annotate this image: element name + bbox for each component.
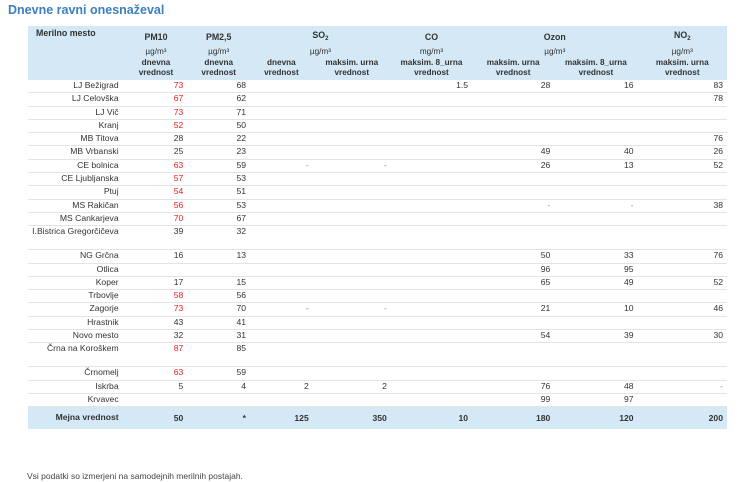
- ozon-8h-cell: [554, 367, 637, 380]
- table-row: [28, 80, 727, 93]
- so2-daily-cell: [250, 119, 313, 132]
- pm10-header: PM10: [125, 26, 188, 45]
- co-cell: [391, 290, 472, 303]
- table-row: [28, 303, 727, 316]
- so2-daily-cell: [250, 367, 313, 380]
- pm10-cell: [125, 393, 188, 406]
- so2-hourly-measure: maksim. urna vrednost: [313, 58, 391, 80]
- pm10-unit: µg/m³: [125, 45, 188, 58]
- station-cell: MB Vrbanski: [28, 146, 125, 159]
- station-cell: I.Bistrica Gregorčičeva: [28, 226, 125, 250]
- ozon-8h-cell: 16: [554, 80, 637, 93]
- so2-daily-cell: [250, 173, 313, 186]
- no2-cell: [638, 186, 727, 199]
- station-cell: CE Ljubljanska: [28, 173, 125, 186]
- ozon-8h-cell: 48: [554, 380, 637, 393]
- ozon-8h-cell: [554, 226, 637, 250]
- station-cell: Trbovlje: [28, 290, 125, 303]
- co-cell: [391, 263, 472, 276]
- no2-cell: [638, 393, 727, 406]
- so2-daily-cell: [250, 276, 313, 289]
- no2-cell: [638, 367, 727, 380]
- pm25-cell: 51: [187, 186, 250, 199]
- ozon-hourly-cell: 49: [472, 146, 554, 159]
- so2-hourly-cell: [313, 290, 391, 303]
- pm25-measure: dnevna vrednost: [187, 58, 250, 80]
- pm25-cell: [187, 393, 250, 406]
- limit-value-row: [28, 407, 727, 430]
- co-measure: maksim. 8_urna vrednost: [391, 58, 472, 80]
- no2-cell: [638, 263, 727, 276]
- table-row: [28, 276, 727, 289]
- no2-cell: [638, 343, 727, 367]
- pm10-measure: dnevna vrednost: [125, 58, 188, 80]
- no2-cell: [638, 212, 727, 225]
- no2-cell: [638, 173, 727, 186]
- station-cell: MS Rakičan: [28, 199, 125, 212]
- pm10-cell: 63: [125, 367, 188, 380]
- ozon-hourly-cell: 54: [472, 330, 554, 343]
- station-cell: Zagorje: [28, 303, 125, 316]
- footnote: Vsi podatki so izmerjeni na samodejnih merilnih postajah.: [27, 471, 243, 481]
- no2-cell: [638, 226, 727, 250]
- station-cell: LJ Bežigrad: [28, 80, 125, 93]
- no2-cell: 76: [638, 250, 727, 263]
- no2-cell: 30: [638, 330, 727, 343]
- ozon-hourly-cell: [472, 173, 554, 186]
- ozon-8h-cell: 10: [554, 303, 637, 316]
- no2-cell: 46: [638, 303, 727, 316]
- ozon-8h-cell: [554, 106, 637, 119]
- ozon-8h-cell: 40: [554, 146, 637, 159]
- no2-cell: [638, 106, 727, 119]
- co-cell: 1.5: [391, 80, 472, 93]
- so2-header: [250, 26, 391, 45]
- ozon-8h-cell: [554, 316, 637, 329]
- so2-daily-cell: [250, 93, 313, 106]
- so2-daily-cell: [250, 186, 313, 199]
- ozon-hourly-cell: 65: [472, 276, 554, 289]
- pm10-cell: 63: [125, 159, 188, 172]
- ozon-hourly-cell: [472, 119, 554, 132]
- co-cell: [391, 343, 472, 367]
- pm10-cell: 43: [125, 316, 188, 329]
- so2-daily-cell: [250, 330, 313, 343]
- so2-hourly-cell: [313, 212, 391, 225]
- table-row: [28, 119, 727, 132]
- so2-hourly-cell: [313, 330, 391, 343]
- no2-label: NO: [673, 29, 688, 40]
- pm10-cell: 73: [125, 80, 188, 93]
- ozon-hourly-cell: [472, 93, 554, 106]
- ozon-header: Ozon: [472, 26, 637, 45]
- table-row: [28, 146, 727, 159]
- table-row: [28, 367, 727, 380]
- pm10-cell: 17: [125, 276, 188, 289]
- pm25-cell: 4: [187, 380, 250, 393]
- pm25-cell: 71: [187, 106, 250, 119]
- pm10-cell: 52: [125, 119, 188, 132]
- co-cell: [391, 146, 472, 159]
- so2-hourly-cell: [313, 263, 391, 276]
- ozon-8h-cell: [554, 343, 637, 367]
- station-cell: CE bolnica: [28, 159, 125, 172]
- co-cell: [391, 93, 472, 106]
- ozon-hourly-measure: maksim. urna vrednost: [472, 58, 554, 80]
- pm10-cell: 56: [125, 199, 188, 212]
- co-cell: [391, 380, 472, 393]
- table-row: [28, 250, 727, 263]
- table-row: [28, 343, 727, 367]
- so2-hourly-cell: [313, 173, 391, 186]
- ozon-hourly-cell: 96: [472, 263, 554, 276]
- station-cell: Hrastnik: [28, 316, 125, 329]
- table-row: [28, 226, 727, 250]
- limit-so2-hourly: 350: [313, 407, 391, 430]
- no2-cell: [638, 119, 727, 132]
- station-cell: Iskrba: [28, 380, 125, 393]
- co-cell: [391, 159, 472, 172]
- ozon-hourly-cell: 99: [472, 393, 554, 406]
- table-row: [28, 316, 727, 329]
- pm25-header: PM2,5: [187, 26, 250, 45]
- ozon-8h-cell: 49: [554, 276, 637, 289]
- co-cell: [391, 173, 472, 186]
- co-cell: [391, 106, 472, 119]
- so2-hourly-cell: 2: [313, 380, 391, 393]
- pm25-cell: 50: [187, 119, 250, 132]
- station-cell: Krvavec: [28, 393, 125, 406]
- limit-pm10: 50: [125, 407, 188, 430]
- limit-ozon-hourly: 180: [472, 407, 554, 430]
- so2-daily-cell: [250, 263, 313, 276]
- pm25-unit: µg/m³: [187, 45, 250, 58]
- pm25-cell: [187, 263, 250, 276]
- no2-measure: maksim. urna vrednost: [638, 58, 727, 80]
- pm10-cell: [125, 263, 188, 276]
- ozon-8h-cell: [554, 186, 637, 199]
- so2-daily-cell: [250, 250, 313, 263]
- so2-hourly-cell: [313, 80, 391, 93]
- pm10-cell: 32: [125, 330, 188, 343]
- pm25-cell: 31: [187, 330, 250, 343]
- pm10-cell: 70: [125, 212, 188, 225]
- ozon-8h-cell: 39: [554, 330, 637, 343]
- co-cell: [391, 186, 472, 199]
- co-cell: [391, 199, 472, 212]
- station-cell: Črnomelj: [28, 367, 125, 380]
- so2-daily-cell: [250, 343, 313, 367]
- pm10-cell: 73: [125, 106, 188, 119]
- no2-cell: 78: [638, 93, 727, 106]
- co-cell: [391, 316, 472, 329]
- station-column-header: Merilno mesto: [28, 26, 125, 80]
- ozon-hourly-cell: [472, 367, 554, 380]
- pm10-cell: 87: [125, 343, 188, 367]
- ozon-8h-cell: 97: [554, 393, 637, 406]
- no2-subscript: 2: [687, 35, 691, 42]
- so2-daily-cell: [250, 80, 313, 93]
- table-row: [28, 93, 727, 106]
- pm25-cell: 23: [187, 146, 250, 159]
- pm10-cell: 57: [125, 173, 188, 186]
- so2-daily-cell: [250, 199, 313, 212]
- ozon-8h-measure: maksim. 8_urna vrednost: [554, 58, 637, 80]
- limit-no2: 200: [638, 407, 727, 430]
- no2-cell: 38: [638, 199, 727, 212]
- so2-daily-cell: [250, 133, 313, 146]
- table-row: [28, 173, 727, 186]
- no2-cell: 52: [638, 159, 727, 172]
- co-unit: mg/m³: [391, 45, 472, 58]
- ozon-8h-cell: [554, 119, 637, 132]
- so2-hourly-cell: [313, 199, 391, 212]
- so2-hourly-cell: [313, 343, 391, 367]
- so2-unit: µg/m³: [250, 45, 391, 58]
- ozon-hourly-cell: [472, 226, 554, 250]
- no2-cell: 52: [638, 276, 727, 289]
- pm25-cell: 59: [187, 367, 250, 380]
- pm25-cell: 59: [187, 159, 250, 172]
- ozon-hourly-cell: [472, 343, 554, 367]
- co-header: CO: [391, 26, 472, 45]
- co-cell: [391, 133, 472, 146]
- co-cell: [391, 393, 472, 406]
- ozon-hourly-cell: [472, 212, 554, 225]
- so2-hourly-cell: [313, 276, 391, 289]
- no2-cell: 76: [638, 133, 727, 146]
- co-cell: [391, 226, 472, 250]
- so2-hourly-cell: [313, 226, 391, 250]
- no2-cell: -: [638, 380, 727, 393]
- station-cell: MB Titova: [28, 133, 125, 146]
- ozon-hourly-cell: 28: [472, 80, 554, 93]
- pm25-cell: 22: [187, 133, 250, 146]
- no2-cell: 83: [638, 80, 727, 93]
- pm25-cell: 15: [187, 276, 250, 289]
- pollution-table: [28, 26, 727, 429]
- so2-hourly-cell: [313, 106, 391, 119]
- pm25-cell: 56: [187, 290, 250, 303]
- ozon-unit: µg/m³: [472, 45, 637, 58]
- pm25-cell: 32: [187, 226, 250, 250]
- no2-header: [638, 26, 727, 45]
- ozon-hourly-cell: 21: [472, 303, 554, 316]
- co-cell: [391, 119, 472, 132]
- ozon-8h-cell: [554, 173, 637, 186]
- pm25-cell: 13: [187, 250, 250, 263]
- table-body: [28, 80, 727, 429]
- so2-daily-cell: [250, 226, 313, 250]
- station-cell: Ptuj: [28, 186, 125, 199]
- so2-label: SO: [312, 29, 326, 40]
- table-row: [28, 330, 727, 343]
- ozon-hourly-cell: 50: [472, 250, 554, 263]
- pm10-cell: 16: [125, 250, 188, 263]
- pm25-cell: 68: [187, 80, 250, 93]
- so2-daily-cell: [250, 393, 313, 406]
- so2-daily-cell: [250, 146, 313, 159]
- table-row: [28, 133, 727, 146]
- station-cell: LJ Vič: [28, 106, 125, 119]
- station-cell: NG Grčna: [28, 250, 125, 263]
- so2-daily-cell: [250, 212, 313, 225]
- ozon-8h-cell: 13: [554, 159, 637, 172]
- pm25-cell: 70: [187, 303, 250, 316]
- co-cell: [391, 212, 472, 225]
- so2-hourly-cell: [313, 119, 391, 132]
- table-row: [28, 393, 727, 406]
- table-row: [28, 380, 727, 393]
- so2-hourly-cell: -: [313, 159, 391, 172]
- pm10-cell: 25: [125, 146, 188, 159]
- pm10-cell: 28: [125, 133, 188, 146]
- ozon-hourly-cell: [472, 290, 554, 303]
- so2-hourly-cell: [313, 316, 391, 329]
- station-cell: Koper: [28, 276, 125, 289]
- so2-hourly-cell: [313, 393, 391, 406]
- ozon-8h-cell: [554, 290, 637, 303]
- ozon-8h-cell: 33: [554, 250, 637, 263]
- co-cell: [391, 303, 472, 316]
- limit-ozon-8h: 120: [554, 407, 637, 430]
- co-cell: [391, 250, 472, 263]
- pm10-cell: 73: [125, 303, 188, 316]
- station-cell: Kranj: [28, 119, 125, 132]
- ozon-8h-cell: [554, 133, 637, 146]
- so2-hourly-cell: [313, 367, 391, 380]
- station-cell: Novo mesto: [28, 330, 125, 343]
- so2-hourly-cell: [313, 250, 391, 263]
- pm10-cell: 67: [125, 93, 188, 106]
- table-row: [28, 106, 727, 119]
- pm10-cell: 54: [125, 186, 188, 199]
- co-cell: [391, 367, 472, 380]
- so2-hourly-cell: [313, 146, 391, 159]
- ozon-hourly-cell: 76: [472, 380, 554, 393]
- table-row: [28, 263, 727, 276]
- pm25-cell: 53: [187, 173, 250, 186]
- table-row: [28, 290, 727, 303]
- ozon-hourly-cell: -: [472, 199, 554, 212]
- so2-daily-cell: -: [250, 159, 313, 172]
- station-cell: Črna na Koroškem: [28, 343, 125, 367]
- so2-hourly-cell: -: [313, 303, 391, 316]
- limit-co: 10: [391, 407, 472, 430]
- page-title: Dnevne ravni onesnaževal: [8, 3, 165, 17]
- ozon-hourly-cell: [472, 106, 554, 119]
- table-row: [28, 199, 727, 212]
- co-cell: [391, 330, 472, 343]
- so2-daily-cell: -: [250, 303, 313, 316]
- pm10-cell: 58: [125, 290, 188, 303]
- pm25-cell: 41: [187, 316, 250, 329]
- so2-daily-cell: [250, 290, 313, 303]
- so2-hourly-cell: [313, 93, 391, 106]
- so2-daily-cell: 2: [250, 380, 313, 393]
- station-cell: Otlica: [28, 263, 125, 276]
- no2-cell: 26: [638, 146, 727, 159]
- so2-daily-cell: [250, 106, 313, 119]
- limit-label: Mejna vrednost: [28, 407, 125, 430]
- ozon-hourly-cell: [472, 316, 554, 329]
- station-cell: LJ Celovška: [28, 93, 125, 106]
- ozon-8h-cell: 95: [554, 263, 637, 276]
- pm25-cell: 62: [187, 93, 250, 106]
- so2-hourly-cell: [313, 186, 391, 199]
- ozon-8h-cell: [554, 93, 637, 106]
- limit-pm25: *: [187, 407, 250, 430]
- so2-daily-cell: [250, 316, 313, 329]
- no2-cell: [638, 290, 727, 303]
- so2-daily-measure: dnevna vrednost: [250, 58, 313, 80]
- no2-unit: µg/m³: [638, 45, 727, 58]
- co-cell: [391, 276, 472, 289]
- pm25-cell: 53: [187, 199, 250, 212]
- pm25-cell: 85: [187, 343, 250, 367]
- ozon-8h-cell: [554, 212, 637, 225]
- station-cell: MS Cankarjeva: [28, 212, 125, 225]
- table-row: [28, 159, 727, 172]
- ozon-hourly-cell: [472, 186, 554, 199]
- ozon-hourly-cell: [472, 133, 554, 146]
- so2-subscript: 2: [325, 35, 329, 42]
- limit-so2-daily: 125: [250, 407, 313, 430]
- ozon-8h-cell: -: [554, 199, 637, 212]
- table-row: [28, 212, 727, 225]
- ozon-hourly-cell: 26: [472, 159, 554, 172]
- pm10-cell: 5: [125, 380, 188, 393]
- pm25-cell: 67: [187, 212, 250, 225]
- no2-cell: [638, 316, 727, 329]
- table-row: [28, 186, 727, 199]
- pm10-cell: 39: [125, 226, 188, 250]
- so2-hourly-cell: [313, 133, 391, 146]
